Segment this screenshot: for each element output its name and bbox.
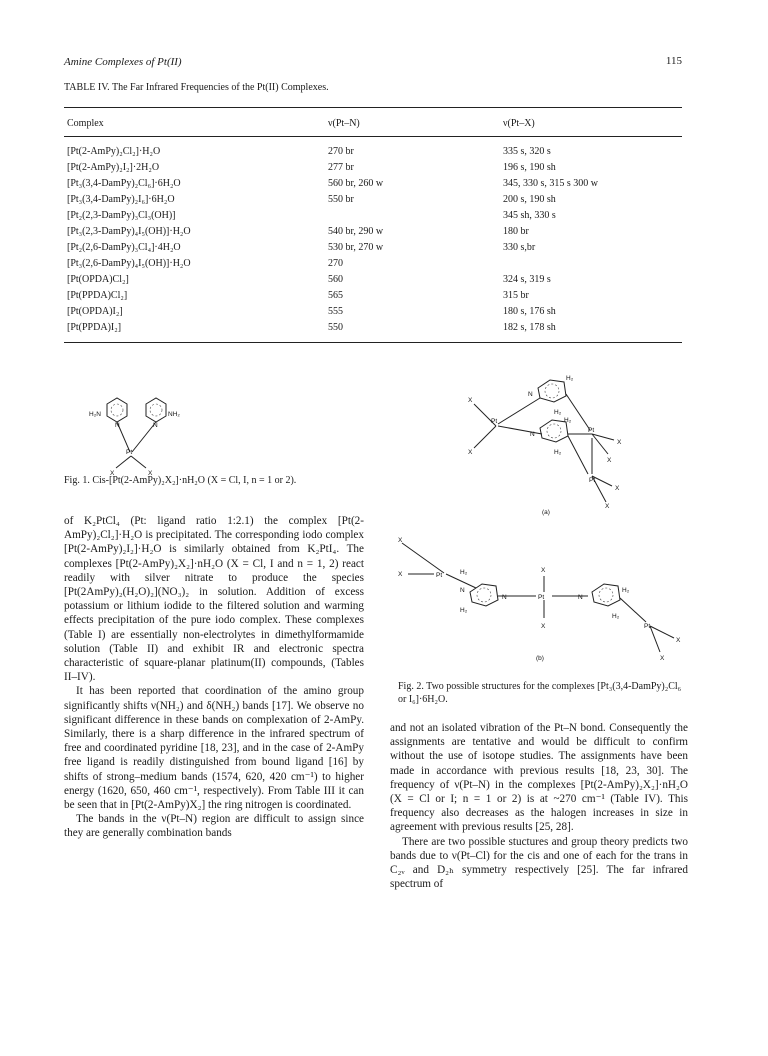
- figure-2-structure: [398, 356, 698, 676]
- cell-pt-x: 180 br: [503, 226, 529, 237]
- fig2b-n2: N: [502, 594, 507, 601]
- fig2a-x4: X: [607, 457, 612, 464]
- cell-complex: [Pt(2-AmPy)₂I₂]·2H₂O: [67, 162, 160, 173]
- cell-pt-x: 196 s, 190 sh: [503, 162, 556, 173]
- table-top-rule: [64, 107, 682, 108]
- figure-2-caption: Fig. 2. Two possible structures for the complexes [Pt₃(3,4-DamPy)₂Cl₆ or I₆]·6H₂O.: [398, 681, 682, 705]
- fig2b-x2: X: [398, 537, 403, 544]
- cell-pt-n: 277 br: [328, 162, 354, 173]
- fig2a-pt1: Pt: [491, 418, 498, 425]
- fig2a-n2: N: [530, 431, 535, 438]
- fig2a-h2-3: H₂: [564, 417, 572, 424]
- cell-complex: [Pt(PPDA)Cl₂]: [67, 290, 128, 301]
- fig2b-x3: X: [541, 567, 546, 574]
- table-header-rule: [64, 136, 682, 137]
- figure-1-caption: Fig. 1. Cis-[Pt(2-AmPy)₂X₂]·nH₂O (X = Cl, I, n = 1 or 2).: [64, 475, 297, 486]
- left-paragraph-3: The bands in the ν(Pt–N) region are difficult to assign since they are generally combination bands: [64, 813, 364, 840]
- cell-pt-x: 345, 330 s, 315 s 300 w: [503, 178, 599, 189]
- fig2a-x5: X: [615, 485, 620, 492]
- page-number: 115: [665, 55, 682, 67]
- running-title: Amine Complexes of Pt(II): [64, 56, 182, 68]
- fig2a-n1: N: [528, 391, 533, 398]
- fig2a-h2-2: H₂: [554, 409, 562, 416]
- left-column: [64, 514, 364, 841]
- fig1-label-n-right: N: [153, 422, 158, 429]
- cell-pt-n: 550 br: [328, 194, 354, 205]
- fig2a-pt2: Pt: [588, 427, 595, 434]
- cell-pt-x: 324 s, 319 s: [503, 274, 551, 285]
- cell-pt-x: 330 s,br: [503, 242, 536, 253]
- fig2b-x5: X: [676, 637, 681, 644]
- left-paragraph-1: of K₂PtCl₄ (Pt: ligand ratio 1:2.1) the complex [Pt(2-AmPy)₂Cl₂]·H₂O is precipitated. The corresponding iodo complex [Pt(2-AmPy)₂I₂]·H₂O is similarly obtained from K₂PtI₄. The complexes [Pt(2-AmPy)₂X₂]·nH₂O (X = Cl, I and n = 1, 2) react readily with silver nitrate to produce the species [Pt(2AmPy)₂(H₂O)₂](NO₃)₂ in solution. Addition of excess potassium or lithium iodide to the filtered solution and warming effects precipitation of the pure iodo complex. These complexes (Table I) are essentially non-electrolytes in dimethylformamide solution (Table II) and exhibit IR and electronic spectra characteristic of square-planar platinum(II) compounds, (Tables II–IV).: [64, 515, 364, 684]
- cell-pt-n: 560 br, 260 w: [328, 178, 384, 189]
- fig2b-h2-4: H₂: [612, 613, 620, 620]
- cell-pt-n: 560: [328, 274, 343, 285]
- cell-complex: [Pt(2-AmPy)₂Cl₂]·H₂O: [67, 146, 161, 157]
- cell-complex: [Pt₂(2,6-DamPy)₃Cl₄]·4H₂O: [67, 242, 181, 253]
- cell-pt-x: 335 s, 320 s: [503, 146, 551, 157]
- fig2a-h2-1: H₂: [566, 375, 574, 382]
- fig2b-pt3: Pt: [644, 623, 651, 630]
- cell-pt-n: 270 br: [328, 146, 354, 157]
- right-paragraph-2: There are two possible stuctures and group theory predicts two bands due to ν(Pt–Cl) for the cis and one of each for the trans in C₂ᵥ and D₂ₕ symmetry respectively [25]. The far infrared spectrum of: [390, 835, 688, 891]
- fig2b-pt1: Pt: [436, 572, 443, 579]
- fig1-label-n-left: N: [115, 422, 120, 429]
- fig1-label-nh2: NH₂: [168, 411, 180, 418]
- fig1-label-x-left: X: [110, 470, 115, 477]
- table-header-complex: Complex: [67, 118, 104, 129]
- cell-pt-n: 270: [328, 258, 343, 269]
- fig2a-pt3: Pt: [589, 477, 596, 484]
- fig2a-label: (a): [542, 509, 550, 516]
- cell-complex: [Pt(OPDA)I₂]: [67, 306, 123, 317]
- cell-complex: [Pt₃(2,6-DamPy)₄I₅(OH)]·H₂O: [67, 258, 191, 269]
- cell-complex: [Pt₂(2,3-DamPy)₃Cl₃(OH)]: [67, 210, 176, 221]
- fig1-label-pt: Pt: [126, 449, 133, 456]
- fig2b-n1: N: [460, 587, 465, 594]
- fig2a-x2: X: [468, 449, 473, 456]
- right-column: [390, 721, 688, 891]
- cell-pt-x: 345 sh, 330 s: [503, 210, 556, 221]
- cell-pt-x: 180 s, 176 sh: [503, 306, 556, 317]
- fig2a-x6: X: [605, 503, 610, 510]
- fig2b-h2-3: H₂: [622, 587, 630, 594]
- fig2b-label: (b): [536, 655, 544, 662]
- table-caption: TABLE IV. The Far Infrared Frequencies of the Pt(II) Complexes.: [64, 82, 329, 93]
- fig2b-pt2: Pt: [538, 594, 545, 601]
- cell-complex: [Pt(PPDA)I₂]: [67, 322, 122, 333]
- table-bottom-rule: [64, 342, 682, 343]
- fig1-label-h2n: H₂N: [89, 411, 101, 418]
- fig2b-n3: N: [578, 594, 583, 601]
- left-paragraph-2: It has been reported that coordination of the amino group significantly shifts ν(NH₂) and δ(NH₂) bands [17]. We observe no significant difference in these bands on complexation of 2-AmPy. Similarly, there is a sharp difference in the infrared spectrum of free and coordinated pyridine [18, 23], and in the case of 2-AmPy free ligand is readily distinguished from bound ligand [16] by shifts of strong–medium bands (1574, 620, 420 cm⁻¹) to higher energy (1620, 650, 460 cm⁻¹, respectively). From Table III it can be seen that in [Pt(2-AmPy)X₂] the ring nitrogen is coordinated.: [64, 685, 364, 812]
- cell-complex: [Pt₃(3,4-DamPy)₂Cl₆]·6H₂O: [67, 178, 181, 189]
- fig2b-h2-1: H₂: [460, 569, 468, 576]
- fig2b-x1: X: [398, 571, 403, 578]
- cell-pt-n: 565: [328, 290, 343, 301]
- cell-pt-n: 540 br, 290 w: [328, 226, 384, 237]
- fig2a-x3: X: [617, 439, 622, 446]
- fig2a-x1: X: [468, 397, 473, 404]
- table-header-pt-x: ν(Pt–X): [503, 118, 535, 129]
- right-paragraph-1: and not an isolated vibration of the Pt–N bond. Consequently the assignments are tentative and would be difficult to confirm without the use of isotope studies. The assignments have been made in accordance with previous results [18, 23, 30]. The frequency of ν(Pt–N) in the complexes [Pt(2-AmPy)₂X₂]·nH₂O (X = Cl or I; n = 1 or 2) is at ~270 cm⁻¹ (Table IV). This frequency also decreases as the halogen increases in size in agreement with previous results [25, 28].: [390, 722, 688, 834]
- fig2b-h2-2: H₂: [460, 607, 468, 614]
- fig1-label-x-right: X: [148, 470, 153, 477]
- cell-complex: [Pt₃(2,3-DamPy)₄I₅(OH)]·H₂O: [67, 226, 191, 237]
- fig2a-h2-4: H₂: [554, 449, 562, 456]
- fig2b-x4: X: [541, 623, 546, 630]
- cell-pt-n: 555: [328, 306, 343, 317]
- cell-pt-x: 182 s, 178 sh: [503, 322, 556, 333]
- table-header-pt-n: ν(Pt–N): [328, 118, 360, 129]
- cell-complex: [Pt₃(3,4-DamPy)₂I₆]·6H₂O: [67, 194, 175, 205]
- figure-1-structure: [60, 372, 380, 482]
- cell-pt-n: 530 br, 270 w: [328, 242, 384, 253]
- cell-pt-n: 550: [328, 322, 343, 333]
- cell-pt-x: 315 br: [503, 290, 529, 301]
- fig2b-x6: X: [660, 655, 665, 662]
- cell-complex: [Pt(OPDA)Cl₂]: [67, 274, 129, 285]
- cell-pt-x: 200 s, 190 sh: [503, 194, 556, 205]
